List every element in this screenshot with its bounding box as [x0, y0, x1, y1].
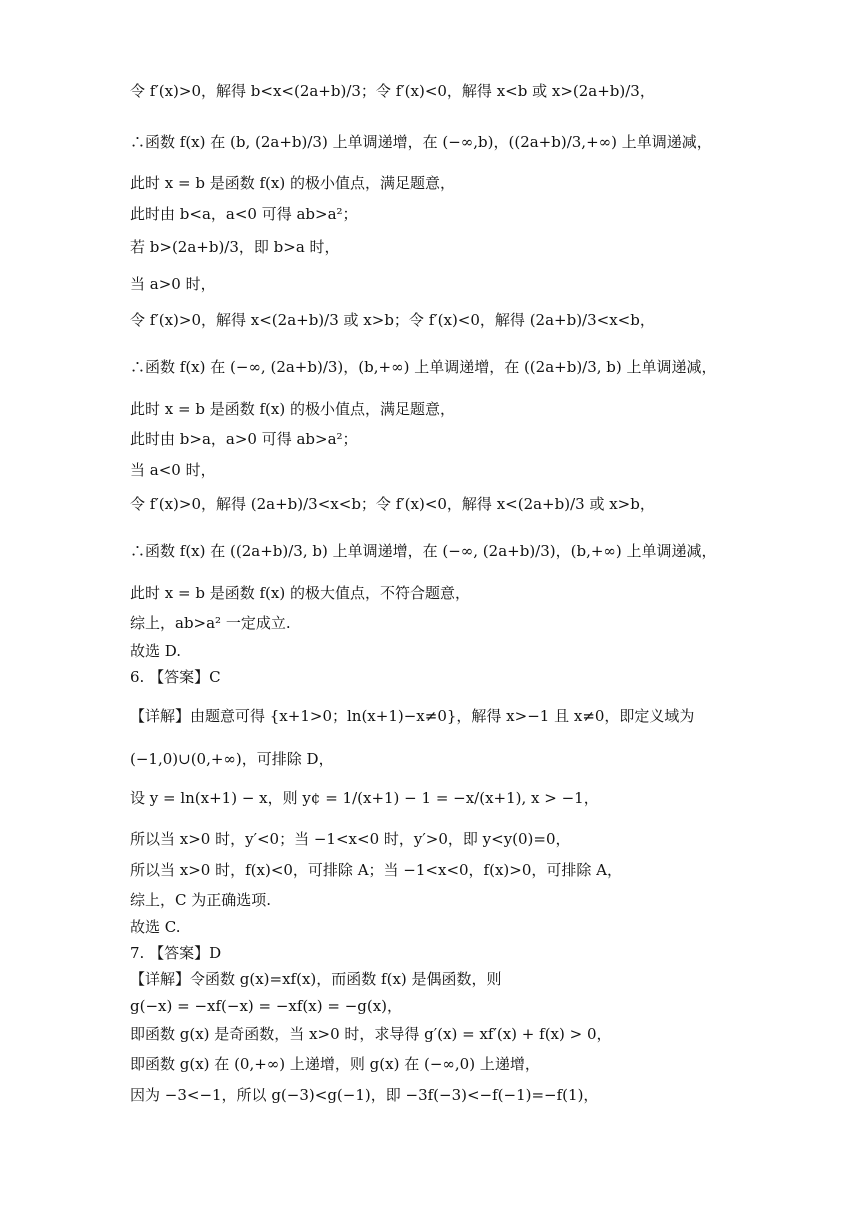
text-line: 令 f′(x)>0，解得 (2a+b)/3<x<b；令 f′(x)<0，解得 x<(2a+b)/3 或 x>b，: [130, 495, 655, 513]
text-line: 当 a>0 时，: [130, 275, 216, 293]
text-line: 此时由 b>a，a>0 可得 ab>a²；: [130, 430, 358, 448]
text-line: 即函数 g(x) 是奇函数，当 x>0 时，求导得 g′(x) = xf′(x) + f(x) > 0，: [130, 1025, 612, 1043]
text-line: (−1,0)∪(0,+∞)，可排除 D，: [130, 750, 334, 768]
text-line: 设 y = ln(x+1) − x，则 y¢ = 1/(x+1) − 1 = −x/(x+1), x > −1，: [130, 789, 599, 807]
text-line: 故选 D.: [130, 642, 182, 660]
text-line: 【详解】由题意可得 {x+1>0；ln(x+1)−x≠0}，解得 x>−1 且 x≠0，即定义域为: [130, 707, 695, 725]
text-line: 此时 x = b 是函数 f(x) 的极大值点，不符合题意，: [130, 584, 470, 602]
text-line: 综上，ab>a² 一定成立.: [130, 614, 291, 632]
text-line: 所以当 x>0 时，y′<0；当 −1<x<0 时，y′>0，即 y<y(0)=0，: [130, 830, 571, 848]
text-line: ∴函数 f(x) 在 ((2a+b)/3, b) 上单调递增，在 (−∞, (2a+b)/3)，(b,+∞) 上单调递减，: [130, 542, 717, 560]
text-line: 当 a<0 时，: [130, 461, 216, 479]
text-line: 此时 x = b 是函数 f(x) 的极小值点，满足题意，: [130, 400, 455, 418]
text-line: g(−x) = −xf(−x) = −xf(x) = −g(x)，: [130, 997, 403, 1015]
text-line: 【详解】令函数 g(x)=xf(x)，而函数 f(x) 是偶函数，则: [130, 970, 502, 988]
text-line: 此时由 b<a，a<0 可得 ab>a²；: [130, 205, 358, 223]
text-line: 令 f′(x)>0，解得 x<(2a+b)/3 或 x>b；令 f′(x)<0，解得 (2a+b)/3<x<b，: [130, 311, 655, 329]
text-line: ∴函数 f(x) 在 (−∞, (2a+b)/3)，(b,+∞) 上单调递增，在 ((2a+b)/3, b) 上单调递减，: [130, 358, 717, 376]
text-line: 所以当 x>0 时，f(x)<0，可排除 A；当 −1<x<0，f(x)>0，可排除 A，: [130, 861, 622, 879]
text-line: 综上，C 为正确选项.: [130, 891, 272, 909]
question-answer-7: 7. 【答案】D: [130, 944, 222, 962]
text-line: 因为 −3<−1，所以 g(−3)<g(−1)，即 −3f(−3)<−f(−1)=−f(1)，: [130, 1086, 599, 1104]
question-answer-6: 6. 【答案】C: [130, 668, 221, 686]
text-line: 此时 x = b 是函数 f(x) 的极小值点，满足题意，: [130, 174, 455, 192]
text-line: 即函数 g(x) 在 (0,+∞) 上递增，则 g(x) 在 (−∞,0) 上递增，: [130, 1055, 540, 1073]
text-line: 若 b>(2a+b)/3，即 b>a 时，: [130, 238, 340, 256]
text-line: 令 f′(x)>0，解得 b<x<(2a+b)/3；令 f′(x)<0，解得 x<b 或 x>(2a+b)/3，: [130, 82, 655, 100]
text-line: ∴函数 f(x) 在 (b, (2a+b)/3) 上单调递增，在 (−∞,b)，((2a+b)/3,+∞) 上单调递减，: [130, 133, 712, 151]
text-line: 故选 C.: [130, 918, 181, 936]
